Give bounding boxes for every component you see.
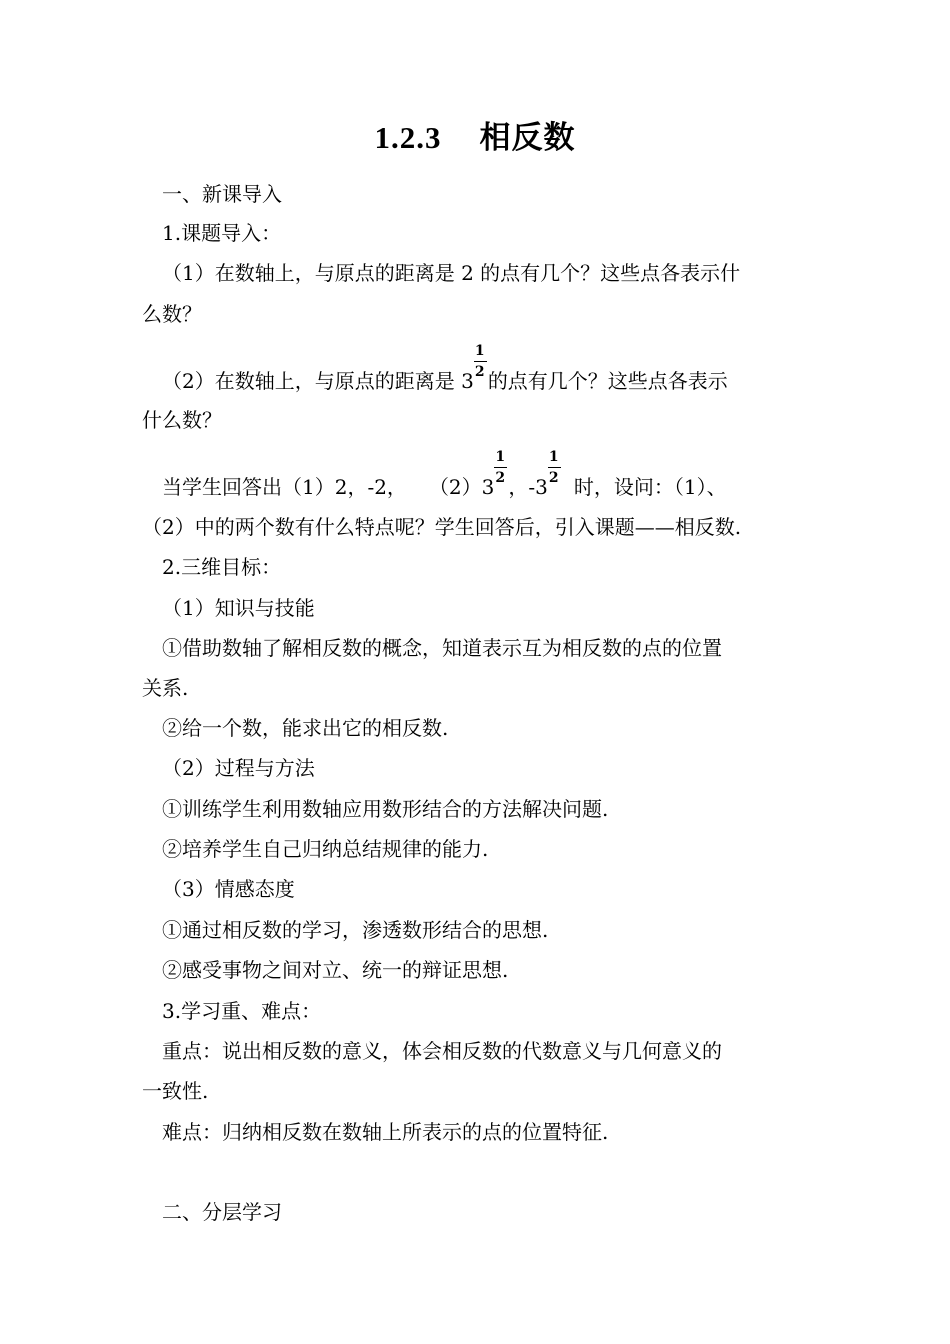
subheading-goals: 2.三维目标：: [162, 555, 282, 579]
answer-part-2: （2）3: [428, 475, 495, 499]
key-point-line-2: 一致性.: [142, 1079, 209, 1103]
question-2-line-1: [162, 343, 728, 395]
question-2-line-2: 什么数？: [142, 408, 222, 432]
page-title: [0, 112, 950, 157]
goal-1-item-b: ②给一个数，能求出它的相反数.: [162, 716, 449, 740]
fraction-one-half: [494, 449, 508, 501]
goal-3-heading: （3）情感态度: [162, 877, 295, 901]
goal-2-item-b: ②培养学生自己归纳总结规律的能力.: [162, 837, 489, 861]
subheading-key-points: 3.学习重、难点：: [162, 999, 322, 1023]
goal-2-heading: （2）过程与方法: [162, 756, 315, 780]
question-2-prefix: （2）在数轴上，与原点的距离是 3: [162, 369, 474, 393]
fraction-numerator: 1: [474, 343, 485, 359]
section-heading-1: 一、新课导入: [162, 182, 282, 206]
question-1-line-1: （1）在数轴上，与原点的距离是 2 的点有几个？这些点各表示什: [162, 261, 741, 285]
fraction-one-half: [548, 449, 562, 501]
title-number: 1.2.3: [374, 120, 442, 155]
section-heading-2: 二、分层学习: [162, 1200, 282, 1224]
question-1-line-2: 么数？: [142, 302, 202, 326]
fraction-bar: [474, 361, 487, 362]
fraction-one-half: [474, 343, 488, 395]
question-2-suffix: 的点有几个？这些点各表示: [487, 369, 728, 393]
goal-1-heading: （1）知识与技能: [162, 596, 315, 620]
fraction-denominator: 2: [495, 470, 506, 486]
subheading-topic-intro: 1.课题导入：: [162, 221, 282, 245]
fraction-numerator: 1: [495, 449, 506, 465]
goal-1-item-a-line-2: 关系.: [142, 676, 189, 700]
answer-line-2: （2）中的两个数有什么特点呢？学生回答后，引入课题——相反数.: [142, 515, 742, 539]
fraction-numerator: 1: [548, 449, 559, 465]
answer-prefix: 当学生回答出（1）2，-2，: [162, 475, 407, 499]
goal-3-item-a: ①通过相反数的学习，渗透数形结合的思想.: [162, 918, 549, 942]
answer-suffix: 时，设问：（1）、: [573, 475, 727, 499]
answer-line-1: [162, 449, 727, 501]
goal-2-item-a: ①训练学生利用数轴应用数形结合的方法解决问题.: [162, 797, 609, 821]
fraction-denominator: 2: [474, 364, 485, 380]
goal-3-item-b: ②感受事物之间对立、统一的辩证思想.: [162, 958, 509, 982]
difficult-point: 难点：归纳相反数在数轴上所表示的点的位置特征.: [162, 1120, 609, 1144]
key-point-line-1: 重点：说出相反数的意义，体会相反数的代数意义与几何意义的: [162, 1039, 722, 1063]
fraction-bar: [548, 467, 561, 468]
title-text: 相反数: [479, 120, 576, 155]
goal-1-item-a-line-1: ①借助数轴了解相反数的概念，知道表示互为相反数的点的位置: [162, 636, 722, 660]
fraction-denominator: 2: [548, 470, 559, 486]
fraction-bar: [494, 467, 507, 468]
answer-comma: ，-3: [508, 475, 548, 499]
